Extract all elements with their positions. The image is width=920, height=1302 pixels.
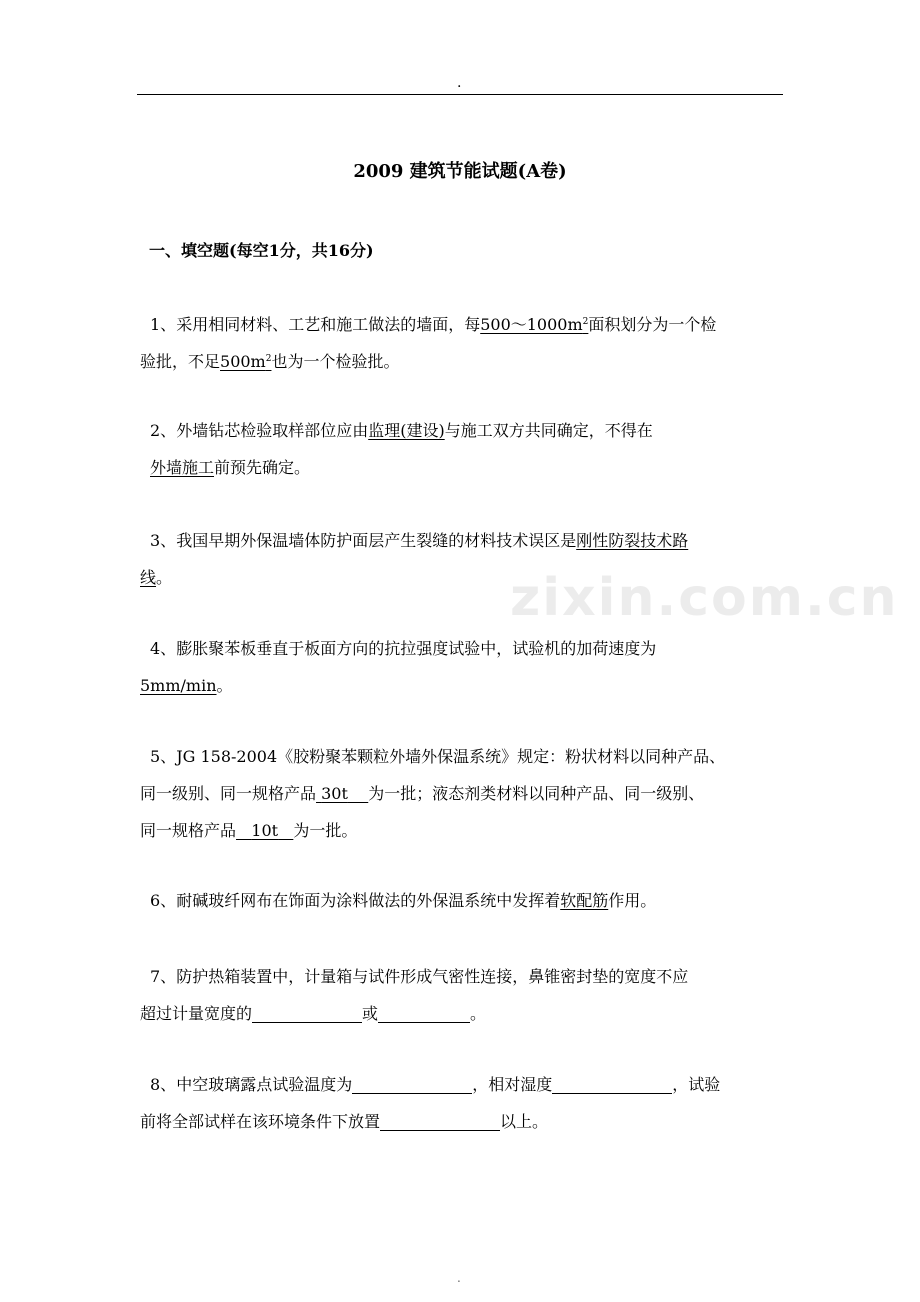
answer-4: 5mm/min bbox=[140, 676, 217, 695]
blank-7b[interactable] bbox=[378, 1002, 470, 1023]
question-7: 7、防护热箱装置中，计量箱与试件形成气密性连接，鼻锥密封垫的宽度不应 超过计量宽度的 或 。 bbox=[140, 967, 689, 1023]
question-6: 6、耐碱玻纤网布在饰面为涂料做法的外保温系统中发挥着软配筋作用。 bbox=[150, 891, 657, 910]
answer-2b: 外墙施工 bbox=[150, 458, 215, 477]
header-dot: . bbox=[457, 75, 462, 91]
footer-dot: . bbox=[457, 1271, 461, 1285]
blank-7a[interactable] bbox=[252, 1002, 362, 1023]
page-title: 2009 建筑节能试题(A卷) bbox=[353, 161, 567, 182]
question-3: 3、我国早期外保温墙体防护面层产生裂缝的材料技术误区是刚性防裂技术路 线。 bbox=[140, 531, 689, 587]
question-4: 4、膨胀聚苯板垂直于板面方向的抗拉强度试验中，试验机的加荷速度为 5mm/min。 bbox=[140, 639, 657, 695]
watermark: zixin.com.cn bbox=[510, 568, 899, 628]
answer-6: 软配筋 bbox=[560, 891, 609, 910]
answer-2a: 监理(建设) bbox=[368, 421, 445, 440]
answer-1b: $500m^2$ bbox=[220, 352, 272, 371]
question-1: 1、采用相同材料、工艺和施工做法的墙面，每$500\sim 1000m^2$面积划分为一个检 验批，不足$500m^2$也为一个检验批。 bbox=[140, 315, 717, 371]
question-5: 5、JG 158-2004《胶粉聚苯颗粒外墙外保温系统》规定：粉状材料以同种产品、 同一级别、同一规格产品 30t 为一批；液态剂类材料以同种产品、同一级别、 同一规格产品 10t 为一批。 bbox=[140, 747, 726, 840]
answer-5b: 10t bbox=[251, 821, 279, 840]
question-8: 8、中空玻璃露点试验温度为 ，相对湿度 ，试验 前将全部试样在该环境条件下放置 以上。 bbox=[140, 1075, 721, 1131]
blank-8b[interactable] bbox=[552, 1073, 672, 1094]
answer-3b: 线 bbox=[140, 568, 157, 587]
answer-5a: 30t bbox=[321, 784, 348, 803]
section-heading: 一、填空题(每空1分，共16分) bbox=[149, 241, 374, 260]
header-rule bbox=[137, 94, 783, 95]
blank-8a[interactable] bbox=[352, 1073, 472, 1094]
answer-3a: 刚性防裂技术路 bbox=[576, 531, 689, 550]
question-2: 2、外墙钻芯检验取样部位应由监理(建设)与施工双方共同确定，不得在 外墙施工前预先确定。 bbox=[150, 421, 653, 477]
answer-1a: $500\sim 1000m^2$ bbox=[480, 315, 589, 334]
blank-8c[interactable] bbox=[380, 1110, 500, 1131]
